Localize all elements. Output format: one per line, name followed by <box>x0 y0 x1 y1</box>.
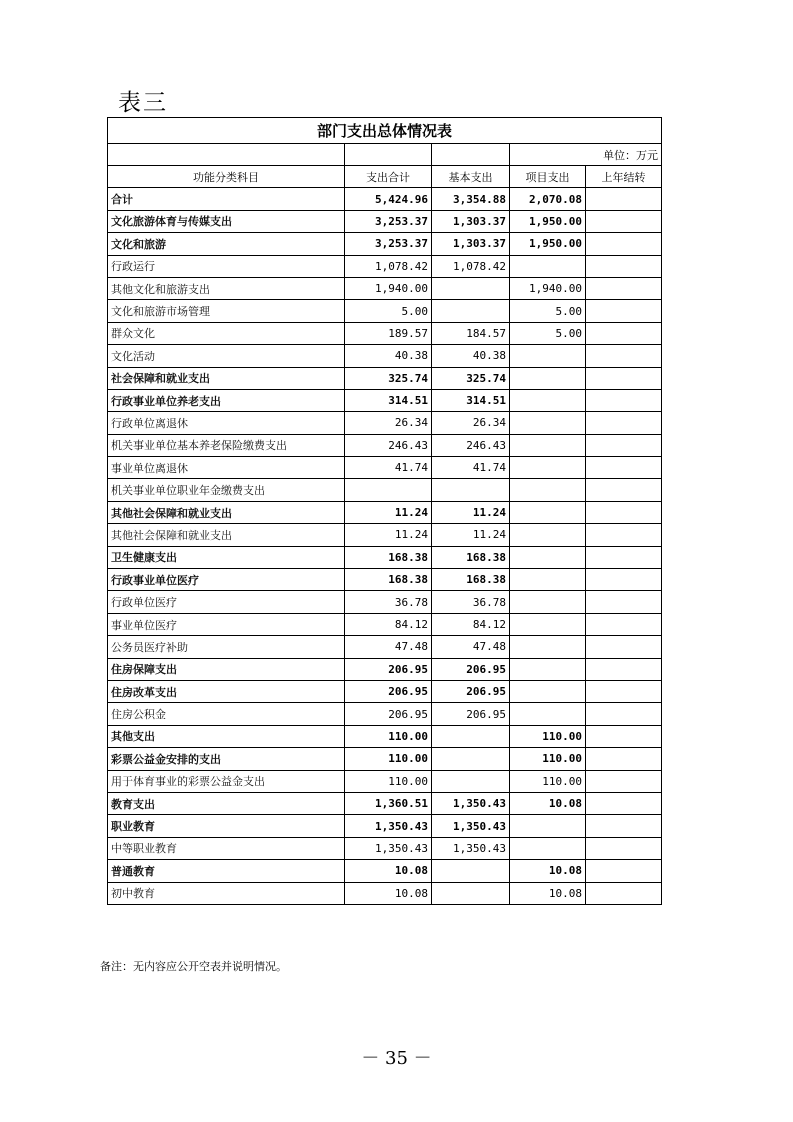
unit-spacer <box>345 144 432 166</box>
basic-cell: 3,354.88 <box>432 188 510 210</box>
project-cell: 2,070.08 <box>510 188 586 210</box>
total-cell: 40.38 <box>345 345 432 367</box>
project-cell: 110.00 <box>510 770 586 792</box>
row-name-cell: 群众文化 <box>108 322 345 344</box>
basic-cell: 206.95 <box>432 658 510 680</box>
table-row <box>108 479 662 501</box>
project-cell: 5.00 <box>510 300 586 322</box>
row-name-cell: 机关事业单位职业年金缴费支出 <box>108 479 345 501</box>
project-cell <box>510 658 586 680</box>
row-name-cell: 中等职业教育 <box>108 837 345 859</box>
table-row <box>108 255 662 277</box>
row-name-cell: 合计 <box>108 188 345 210</box>
total-cell: 11.24 <box>345 524 432 546</box>
basic-cell: 41.74 <box>432 457 510 479</box>
carryover-cell <box>586 255 662 277</box>
basic-cell: 11.24 <box>432 524 510 546</box>
table-row <box>108 748 662 770</box>
basic-cell <box>432 300 510 322</box>
project-cell <box>510 613 586 635</box>
row-name-cell: 其他社会保障和就业支出 <box>108 501 345 523</box>
basic-cell: 1,350.43 <box>432 837 510 859</box>
table-row <box>108 837 662 859</box>
project-cell: 110.00 <box>510 725 586 747</box>
basic-cell <box>432 882 510 904</box>
total-cell: 206.95 <box>345 703 432 725</box>
carryover-cell <box>586 680 662 702</box>
table-row <box>108 457 662 479</box>
total-cell: 189.57 <box>345 322 432 344</box>
page-number: － 35 － <box>361 1048 432 1069</box>
total-cell: 110.00 <box>345 770 432 792</box>
row-name-cell: 行政事业单位医疗 <box>108 569 345 591</box>
total-cell: 5.00 <box>345 300 432 322</box>
project-cell <box>510 255 586 277</box>
row-name-cell: 住房保障支出 <box>108 658 345 680</box>
total-cell: 325.74 <box>345 367 432 389</box>
carryover-cell <box>586 546 662 568</box>
basic-cell: 184.57 <box>432 322 510 344</box>
project-cell <box>510 636 586 658</box>
carryover-cell <box>586 210 662 232</box>
row-name-cell: 行政运行 <box>108 255 345 277</box>
project-cell <box>510 501 586 523</box>
table-row <box>108 860 662 882</box>
row-name-cell: 事业单位离退休 <box>108 457 345 479</box>
total-cell: 246.43 <box>345 434 432 456</box>
carryover-cell <box>586 725 662 747</box>
row-name-cell: 公务员医疗补助 <box>108 636 345 658</box>
basic-cell: 1,078.42 <box>432 255 510 277</box>
project-cell <box>510 434 586 456</box>
total-cell: 1,350.43 <box>345 837 432 859</box>
total-cell: 3,253.37 <box>345 210 432 232</box>
table-row <box>108 233 662 255</box>
page-heading: 表三 <box>118 90 168 116</box>
unit-spacer <box>108 144 345 166</box>
basic-cell: 168.38 <box>432 546 510 568</box>
footnote: 备注：无内容应公开空表并说明情况。 <box>100 960 287 973</box>
total-cell: 84.12 <box>345 613 432 635</box>
carryover-cell <box>586 591 662 613</box>
unit-row <box>108 144 662 166</box>
total-cell: 47.48 <box>345 636 432 658</box>
project-cell <box>510 479 586 501</box>
table-row <box>108 524 662 546</box>
project-cell: 5.00 <box>510 322 586 344</box>
basic-cell: 26.34 <box>432 412 510 434</box>
table-row <box>108 882 662 904</box>
total-cell: 206.95 <box>345 680 432 702</box>
total-cell: 11.24 <box>345 501 432 523</box>
carryover-cell <box>586 815 662 837</box>
carryover-cell <box>586 770 662 792</box>
carryover-cell <box>586 748 662 770</box>
table-row <box>108 345 662 367</box>
carryover-cell <box>586 479 662 501</box>
unit-label: 单位：万元 <box>510 144 662 166</box>
basic-cell: 168.38 <box>432 569 510 591</box>
table-row <box>108 322 662 344</box>
carryover-cell <box>586 636 662 658</box>
carryover-cell <box>586 434 662 456</box>
row-name-cell: 行政事业单位养老支出 <box>108 389 345 411</box>
project-cell <box>510 591 586 613</box>
basic-cell: 1,303.37 <box>432 210 510 232</box>
column-header: 功能分类科目 <box>108 166 345 188</box>
total-cell: 3,253.37 <box>345 233 432 255</box>
basic-cell <box>432 277 510 299</box>
row-name-cell: 用于体育事业的彩票公益金支出 <box>108 770 345 792</box>
carryover-cell <box>586 277 662 299</box>
project-cell: 1,950.00 <box>510 210 586 232</box>
project-cell: 10.08 <box>510 882 586 904</box>
table-title: 部门支出总体情况表 <box>108 118 662 144</box>
carryover-cell <box>586 658 662 680</box>
total-cell: 168.38 <box>345 546 432 568</box>
table-row <box>108 210 662 232</box>
basic-cell <box>432 860 510 882</box>
project-cell: 1,940.00 <box>510 277 586 299</box>
project-cell: 10.08 <box>510 792 586 814</box>
carryover-cell <box>586 837 662 859</box>
column-header: 上年结转 <box>586 166 662 188</box>
basic-cell: 325.74 <box>432 367 510 389</box>
basic-cell: 36.78 <box>432 591 510 613</box>
total-cell: 26.34 <box>345 412 432 434</box>
expenditure-table <box>107 117 662 905</box>
project-cell <box>510 569 586 591</box>
project-cell: 10.08 <box>510 860 586 882</box>
unit-spacer <box>432 144 510 166</box>
carryover-cell <box>586 703 662 725</box>
table-row <box>108 613 662 635</box>
table-row <box>108 300 662 322</box>
basic-cell: 84.12 <box>432 613 510 635</box>
carryover-cell <box>586 322 662 344</box>
basic-cell: 1,303.37 <box>432 233 510 255</box>
basic-cell <box>432 479 510 501</box>
row-name-cell: 文化旅游体育与传媒支出 <box>108 210 345 232</box>
carryover-cell <box>586 501 662 523</box>
basic-cell: 1,350.43 <box>432 815 510 837</box>
carryover-cell <box>586 345 662 367</box>
row-name-cell: 卫生健康支出 <box>108 546 345 568</box>
basic-cell: 11.24 <box>432 501 510 523</box>
total-cell: 41.74 <box>345 457 432 479</box>
total-cell: 10.08 <box>345 860 432 882</box>
basic-cell: 1,350.43 <box>432 792 510 814</box>
total-cell: 206.95 <box>345 658 432 680</box>
carryover-cell <box>586 412 662 434</box>
carryover-cell <box>586 457 662 479</box>
total-cell: 110.00 <box>345 748 432 770</box>
table-row <box>108 546 662 568</box>
table-row <box>108 412 662 434</box>
row-name-cell: 其他文化和旅游支出 <box>108 277 345 299</box>
project-cell <box>510 524 586 546</box>
total-cell: 5,424.96 <box>345 188 432 210</box>
carryover-cell <box>586 389 662 411</box>
column-header: 基本支出 <box>432 166 510 188</box>
carryover-cell <box>586 367 662 389</box>
basic-cell: 47.48 <box>432 636 510 658</box>
carryover-cell <box>586 613 662 635</box>
carryover-cell <box>586 188 662 210</box>
table-row <box>108 569 662 591</box>
row-name-cell: 普通教育 <box>108 860 345 882</box>
total-cell: 168.38 <box>345 569 432 591</box>
project-cell <box>510 546 586 568</box>
column-header: 项目支出 <box>510 166 586 188</box>
table-row <box>108 389 662 411</box>
row-name-cell: 住房改革支出 <box>108 680 345 702</box>
table-row <box>108 434 662 456</box>
row-name-cell: 文化和旅游 <box>108 233 345 255</box>
table-row <box>108 188 662 210</box>
row-name-cell: 职业教育 <box>108 815 345 837</box>
carryover-cell <box>586 860 662 882</box>
row-name-cell: 机关事业单位基本养老保险缴费支出 <box>108 434 345 456</box>
basic-cell: 206.95 <box>432 703 510 725</box>
row-name-cell: 行政单位离退休 <box>108 412 345 434</box>
table-row <box>108 367 662 389</box>
row-name-cell: 教育支出 <box>108 792 345 814</box>
table-row <box>108 792 662 814</box>
row-name-cell: 其他社会保障和就业支出 <box>108 524 345 546</box>
total-cell: 314.51 <box>345 389 432 411</box>
total-cell: 1,360.51 <box>345 792 432 814</box>
basic-cell <box>432 725 510 747</box>
total-cell: 10.08 <box>345 882 432 904</box>
table-row <box>108 636 662 658</box>
basic-cell <box>432 770 510 792</box>
project-cell <box>510 703 586 725</box>
project-cell <box>510 680 586 702</box>
table-row <box>108 815 662 837</box>
carryover-cell <box>586 569 662 591</box>
header-row <box>108 166 662 188</box>
table-row <box>108 680 662 702</box>
row-name-cell: 社会保障和就业支出 <box>108 367 345 389</box>
carryover-cell <box>586 233 662 255</box>
basic-cell: 246.43 <box>432 434 510 456</box>
basic-cell: 314.51 <box>432 389 510 411</box>
total-cell: 110.00 <box>345 725 432 747</box>
row-name-cell: 其他支出 <box>108 725 345 747</box>
table-title-row <box>108 118 662 144</box>
project-cell <box>510 815 586 837</box>
table-row <box>108 501 662 523</box>
total-cell: 1,350.43 <box>345 815 432 837</box>
carryover-cell <box>586 882 662 904</box>
total-cell <box>345 479 432 501</box>
project-cell <box>510 367 586 389</box>
row-name-cell: 事业单位医疗 <box>108 613 345 635</box>
table-row <box>108 703 662 725</box>
table-row <box>108 591 662 613</box>
project-cell <box>510 837 586 859</box>
row-name-cell: 文化活动 <box>108 345 345 367</box>
row-name-cell: 文化和旅游市场管理 <box>108 300 345 322</box>
table-row <box>108 770 662 792</box>
carryover-cell <box>586 792 662 814</box>
column-header: 支出合计 <box>345 166 432 188</box>
project-cell <box>510 345 586 367</box>
project-cell <box>510 457 586 479</box>
carryover-cell <box>586 524 662 546</box>
project-cell: 110.00 <box>510 748 586 770</box>
row-name-cell: 住房公积金 <box>108 703 345 725</box>
total-cell: 1,940.00 <box>345 277 432 299</box>
project-cell <box>510 412 586 434</box>
row-name-cell: 行政单位医疗 <box>108 591 345 613</box>
project-cell: 1,950.00 <box>510 233 586 255</box>
total-cell: 1,078.42 <box>345 255 432 277</box>
project-cell <box>510 389 586 411</box>
table-row <box>108 658 662 680</box>
total-cell: 36.78 <box>345 591 432 613</box>
row-name-cell: 彩票公益金安排的支出 <box>108 748 345 770</box>
row-name-cell: 初中教育 <box>108 882 345 904</box>
basic-cell: 206.95 <box>432 680 510 702</box>
table-row <box>108 277 662 299</box>
basic-cell: 40.38 <box>432 345 510 367</box>
basic-cell <box>432 748 510 770</box>
table-row <box>108 725 662 747</box>
carryover-cell <box>586 300 662 322</box>
